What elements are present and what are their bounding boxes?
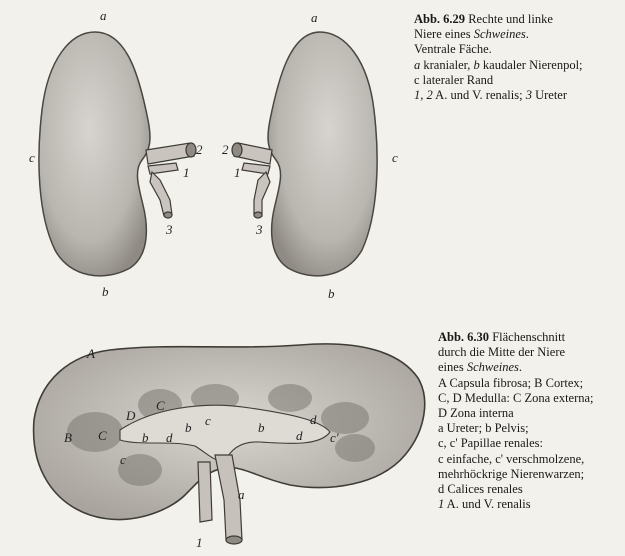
label-section-c1: c [205, 413, 211, 428]
caption-629-title: Rechte und linke [465, 12, 553, 26]
caption-630-title: Flächenschnitt [489, 330, 566, 344]
label-right-2: 2 [222, 142, 229, 157]
label-left-3: 3 [166, 222, 173, 237]
label-section-a: a [238, 487, 245, 502]
caption-629-line4a: a [414, 57, 421, 72]
caption-630-species: Schweines [466, 360, 519, 375]
label-section-C2: C [98, 428, 107, 443]
label-section-B: B [64, 430, 72, 445]
caption-629-line2a: Niere eines [414, 27, 474, 42]
label-left-c: c [29, 150, 35, 165]
label-section-d3: d [310, 412, 317, 427]
label-section-b3: b [258, 420, 265, 435]
caption-630-line5: C, D Medulla: C Zona externa; [438, 390, 594, 405]
caption-630-line12b: A. und V. renalis [444, 497, 531, 512]
caption-630-line2: durch die Mitte der Niere [438, 345, 566, 360]
label-section-b1: b [142, 430, 149, 445]
label-section-c-prime: c' [330, 430, 339, 445]
caption-630-line6: D Zona interna [438, 406, 514, 421]
label-right-3: 3 [256, 222, 263, 237]
caption-630-line3a: eines [438, 360, 467, 375]
label-right-a: a [311, 10, 318, 25]
label-left-2: 2 [196, 142, 203, 157]
caption-630-line12a: 1 [438, 497, 445, 512]
label-right-1: 1 [234, 165, 241, 180]
caption-629-line6c: 3 [525, 88, 532, 103]
caption-629-line6b: A. und V. renalis; [432, 88, 526, 103]
label-section-b2: b [185, 420, 192, 435]
caption-629-number: Abb. 6.29 [414, 12, 466, 26]
caption-630-line4: A Capsula fibrosa; B Cortex; [438, 375, 584, 390]
caption-630-line9: c einfache, c' verschmolzene, [438, 451, 585, 466]
caption-630-number: Abb. 6.30 [438, 330, 490, 344]
label-section-1: 1 [196, 535, 203, 550]
caption-630-line7: a Ureter; b Pelvis; [438, 421, 529, 436]
label-section-c2: c [120, 452, 126, 467]
caption-629-species: Schweines [473, 27, 526, 42]
caption-figure-6-30 [438, 330, 622, 512]
caption-629-line6a: 1, 2 [414, 88, 433, 103]
caption-630-line10: mehrhöckrige Nierenwarzen; [438, 466, 585, 481]
caption-629-line4c: b [473, 57, 480, 72]
label-section-D: D [126, 408, 136, 423]
right-kidney [268, 32, 377, 276]
caption-629-line4b: kranialer, [420, 57, 474, 72]
caption-629-line3: Ventrale Fäche. [414, 42, 492, 57]
label-left-b: b [102, 284, 109, 299]
label-section-d2: d [296, 428, 303, 443]
label-left-1: 1 [183, 165, 190, 180]
caption-629-line4d: kaudaler Nierenpol; [479, 57, 583, 72]
caption-figure-6-29 [414, 12, 620, 103]
label-section-d1: d [166, 430, 173, 445]
caption-629-line5: c lateraler Rand [414, 72, 494, 87]
label-section-A: A [87, 346, 95, 361]
caption-630-line8: c, c' Papillae renales: [438, 436, 543, 451]
label-right-c: c [392, 150, 398, 165]
caption-630-line3c: . [518, 360, 523, 375]
caption-629-line2c: . [525, 27, 529, 42]
label-right-b: b [328, 286, 335, 301]
caption-629-line6d: Ureter [531, 88, 567, 103]
caption-630-line11: d Calices renales [438, 482, 523, 497]
label-section-C1: C [156, 398, 165, 413]
left-kidney [39, 32, 150, 276]
label-left-a: a [100, 8, 107, 23]
